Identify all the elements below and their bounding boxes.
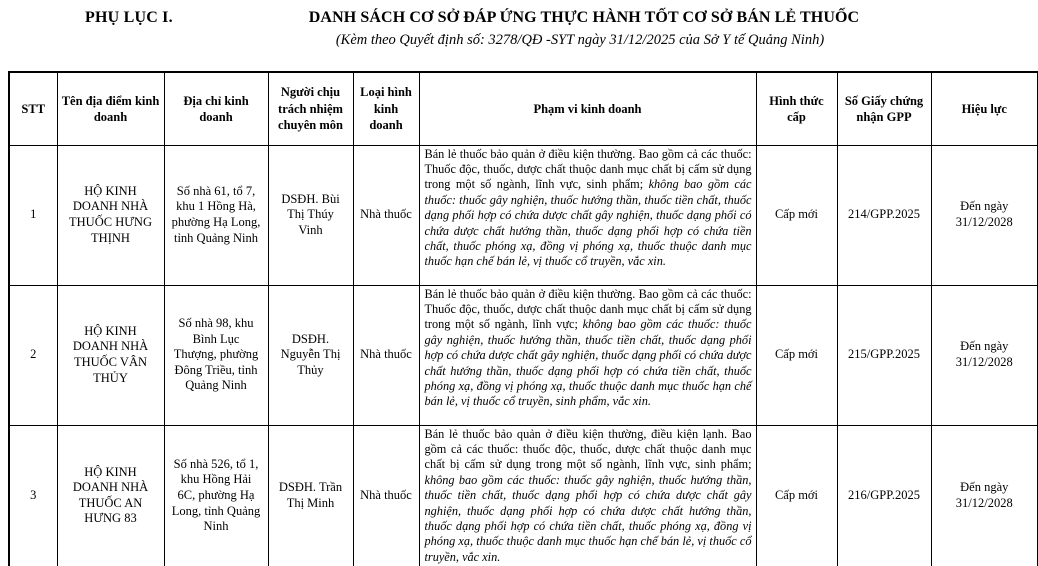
cell-stt: 2 [9,285,57,425]
cell-issuance-form: Cấp mới [756,145,837,285]
cell-responsible-person: DSĐH. Trần Thị Minh [268,425,353,566]
cell-business-name: HỘ KINH DOANH NHÀ THUỐC AN HƯNG 83 [57,425,164,566]
appendix-label: PHỤ LỤC I. [85,9,173,26]
cell-business-type: Nhà thuốc [353,145,419,285]
cell-gpp-certificate-number: 216/GPP.2025 [837,425,931,566]
cell-stt: 1 [9,145,57,285]
cell-validity: Đến ngày 31/12/2028 [931,285,1038,425]
document-title: DANH SÁCH CƠ SỞ ĐÁP ỨNG THỰC HÀNH TỐT CƠ SỞ BÁN LẺ THUỐC [308,9,860,26]
cell-gpp-certificate-number: 215/GPP.2025 [837,285,931,425]
cell-business-scope [419,145,756,285]
cell-address: Số nhà 98, khu Bình Lục Thượng, phường Đông Triều, tỉnh Quảng Ninh [164,285,268,425]
document-header [0,0,1038,67]
cell-responsible-person: DSĐH. Nguyễn Thị Thủy [268,285,353,425]
header-validity: Hiệu lực [931,72,1038,145]
cell-validity: Đến ngày 31/12/2028 [931,145,1038,285]
cell-issuance-form: Cấp mới [756,285,837,425]
scope-text-normal: Bán lẻ thuốc bảo quản ở điều kiện thường, điều kiện lạnh. Bao gồm cả các thuốc: thuốc độc, thuốc, dược chất thuộc danh mục chất bị cấm sử dụng trong một số ngành, lĩnh vực, sinh phẩm; [424,426,752,472]
cell-stt: 3 [9,425,57,566]
header-business-scope: Phạm vi kinh doanh [419,72,756,145]
scope-text-normal: Bán lẻ thuốc bảo quản ở điều kiện thường. Bao gồm cả các thuốc: Thuốc độc, thuốc, dược chất thuộc danh mục chất bị cấm sử dụng trong một số ngành, lĩnh vực; [424,286,752,332]
cell-responsible-person: DSĐH. Bùi Thị Thúy Vinh [268,145,353,285]
table-header-row [9,72,1038,145]
cell-address: Số nhà 61, tổ 7, khu 1 Hồng Hà, phường Hạ Long, tỉnh Quảng Ninh [164,145,268,285]
scope-text-italic: không bao gồm các thuốc: thuốc gây nghiện, thuốc hướng thần, thuốc tiền chất, thuốc dạng phối hợp có chứa dược chất gây nghiện, thuốc dạng phối hợp có chứa dược chất hướng thần, thuốc dạng phối hợp có chứa tiền chất, thuốc phóng xạ, đồng vị phóng xạ, thuốc thuộc danh mục thuốc hạn chế bán lẻ, vị thuốc cổ truyền, vắc xin. [424,472,752,564]
scope-text-normal: Bán lẻ thuốc bảo quản ở điều kiện thường. Bao gồm cả các thuốc: Thuốc độc, thuốc, dược chất thuộc danh mục chất bị cấm sử dụng trong một số ngành, lĩnh vực, sinh phẩm; [424,146,752,192]
document-subtitle: (Kèm theo Quyết định số: 3278/QĐ -SYT ngày 31/12/2025 của Sở Y tế Quảng Ninh) [335,32,825,48]
cell-validity: Đến ngày 31/12/2028 [931,425,1038,566]
cell-business-name: HỘ KINH DOANH NHÀ THUỐC HƯNG THỊNH [57,145,164,285]
scope-text-italic: không bao gồm các thuốc: thuốc gây nghiện, thuốc hướng thần, thuốc tiền chất, thuốc dạng phối hợp có chứa dược chất gây nghiện, thuốc dạng phối có chứa dược chất hướng thần, thuốc dạng phối hợp có chứa tiền chất, thuốc phóng xạ, đồng vị phóng xạ, thuốc thuộc danh mục thuốc hạn chế bán lẻ, vị thuốc cổ truyền, sinh phẩm, vắc xin. [424,317,752,409]
cell-business-type: Nhà thuốc [353,285,419,425]
cell-business-scope [419,285,756,425]
cell-business-scope [419,425,756,566]
cell-gpp-certificate-number: 214/GPP.2025 [837,145,931,285]
table-row [9,425,1038,566]
table-row [9,145,1038,285]
header-business-type: Loại hình kinh doanh [353,72,419,145]
cell-business-type: Nhà thuốc [353,425,419,566]
gpp-pharmacy-table [8,71,1038,566]
cell-issuance-form: Cấp mới [756,425,837,566]
header-responsible-person: Người chịu trách nhiệm chuyên môn [268,72,353,145]
header-address: Địa chỉ kinh doanh [164,72,268,145]
cell-business-name: HỘ KINH DOANH NHÀ THUỐC VÂN THỦY [57,285,164,425]
header-gpp-certificate-number: Số Giấy chứng nhận GPP [837,72,931,145]
header-business-name: Tên địa điểm kinh doanh [57,72,164,145]
header-stt: STT [9,72,57,145]
header-issuance-form: Hình thức cấp [756,72,837,145]
scope-text-italic: không bao gồm các thuốc: thuốc gây nghiện, thuốc hướng thần, thuốc tiền chất, thuốc dạng phối hợp có chứa dược chất gây nghiện, thuốc dạng phối có chứa dược chất hướng thần, thuốc dạng phối hợp có chứa tiền chất, thuốc phóng xạ, đồng vị phóng xạ, thuốc thuộc danh mục thuốc hạn chế bán lẻ, vị thuốc cổ truyền, vắc xin. [424,177,752,269]
cell-address: Số nhà 526, tổ 1, khu Hồng Hải 6C, phường Hạ Long, tỉnh Quảng Ninh [164,425,268,566]
table-row [9,285,1038,425]
